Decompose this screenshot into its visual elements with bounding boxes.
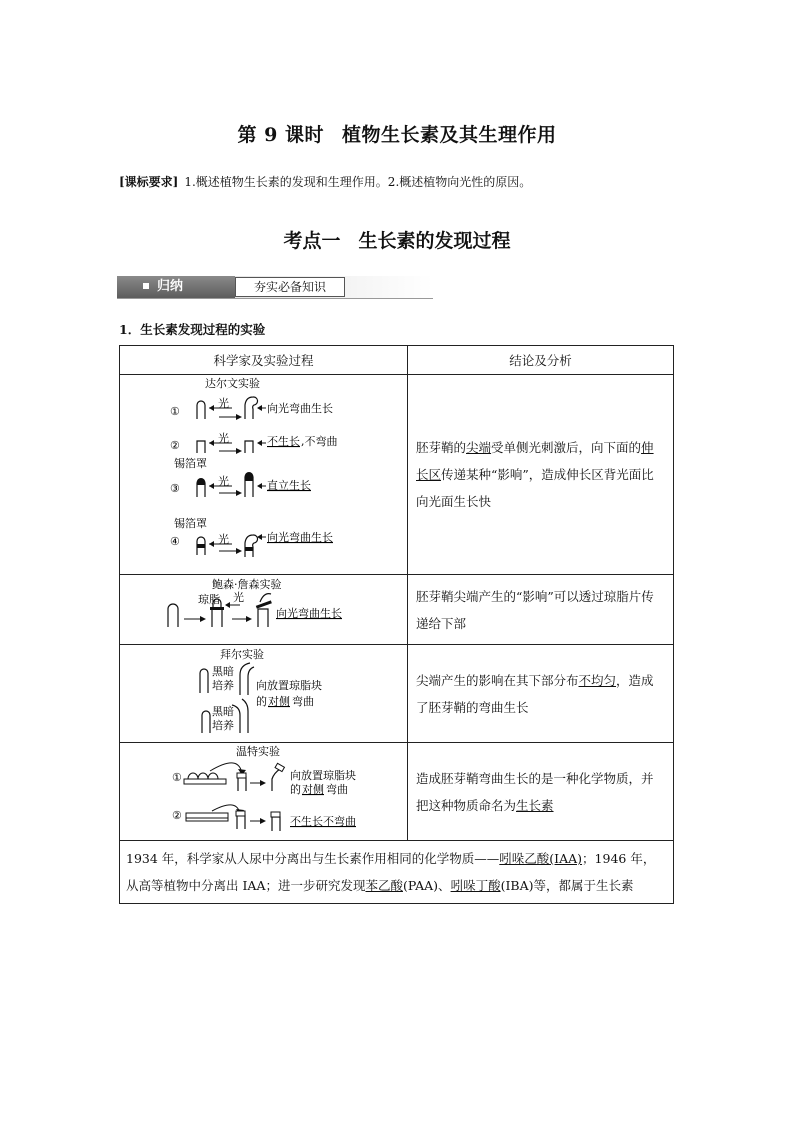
svg-text:锡箔罩: 锡箔罩 xyxy=(174,517,207,530)
svg-text:向光弯曲生长: 向光弯曲生长 xyxy=(267,531,333,544)
svg-text:③: ③ xyxy=(170,482,180,495)
table-row xyxy=(120,575,674,645)
svg-text:培养: 培养 xyxy=(212,679,234,692)
svg-text:向光弯曲生长: 向光弯曲生长 xyxy=(276,607,342,620)
svg-text:直立生长: 直立生长 xyxy=(267,479,311,492)
svg-text:黑暗: 黑暗 xyxy=(212,665,234,678)
darwin-conclusion-cell: 胚芽鞘的尖端受单侧光刺激后，向下面的伸长区传递某种“影响”，造成伸长区背光面比向光面生长快 xyxy=(408,375,674,575)
svg-text:①: ① xyxy=(172,771,182,784)
went-diagram-cell xyxy=(120,743,408,841)
diagram-title: 达尔文实验 xyxy=(205,377,260,390)
table-header-row xyxy=(120,346,674,375)
banner-box: 夯实必备知识 xyxy=(235,277,345,297)
header-cell: 结论及分析 xyxy=(408,346,674,375)
boysen-jensen-conclusion-cell: 胚芽鞘尖端产生的“影响”可以透过琼脂片传递给下部 xyxy=(408,575,674,645)
svg-text:光: 光 xyxy=(233,591,244,604)
svg-text:①: ① xyxy=(170,405,180,418)
table-row xyxy=(120,743,674,841)
requirement-tag: [课标要求] xyxy=(119,175,179,189)
svg-text:光: 光 xyxy=(218,533,229,546)
banner-label: 归纳 xyxy=(117,276,235,298)
footer-cell: 1934 年，科学家从人尿中分离出与生长素作用相同的化学物质——吲哚乙酸(IAA)；1946 年，从高等植物中分离出 IAA；进一步研究发现苯乙酸(PAA)、吲哚丁酸(IBA)等，都属于生长素 xyxy=(120,841,674,904)
table-row xyxy=(120,375,674,575)
svg-text:黑暗: 黑暗 xyxy=(212,705,234,718)
curriculum-requirement xyxy=(119,173,531,190)
page-title: 第 9 课时 植物生长素及其生理作用 xyxy=(237,124,557,146)
summary-banner xyxy=(117,276,433,300)
went-diagram xyxy=(120,743,407,837)
svg-text:的: 的 xyxy=(290,783,301,796)
subheading: 1．生长素发现过程的实验 xyxy=(119,322,266,337)
requirement-text: 1.概述植物生长素的发现和生理作用。2.概述植物向光性的原因。 xyxy=(184,175,532,189)
svg-text:的: 的 xyxy=(256,695,267,708)
header-cell: 科学家及实验过程 xyxy=(120,346,408,375)
svg-text:温特实验: 温特实验 xyxy=(236,745,280,758)
svg-text:对侧: 对侧 xyxy=(302,783,324,796)
went-conclusion-cell: 造成胚芽鞘弯曲生长的是一种化学物质，并把这种物质命名为生长素 xyxy=(408,743,674,841)
svg-text:向光弯曲生长: 向光弯曲生长 xyxy=(267,402,333,415)
svg-text:光: 光 xyxy=(218,432,229,445)
discovery-table xyxy=(119,345,674,904)
section-title: 考点一 生长素的发现过程 xyxy=(283,230,511,252)
boysen-jensen-diagram-cell xyxy=(120,575,408,645)
svg-text:,不弯曲: ,不弯曲 xyxy=(301,435,338,448)
svg-text:不生长不弯曲: 不生长不弯曲 xyxy=(290,815,356,828)
svg-text:弯曲: 弯曲 xyxy=(292,695,314,708)
svg-text:琼脂: 琼脂 xyxy=(198,593,220,606)
svg-text:光: 光 xyxy=(218,475,229,488)
svg-text:②: ② xyxy=(170,439,180,452)
svg-text:向放置琼脂块: 向放置琼脂块 xyxy=(256,679,322,692)
darwin-experiment-diagram xyxy=(120,375,407,571)
svg-text:培养: 培养 xyxy=(212,719,234,732)
table-footer-row xyxy=(120,841,674,904)
paal-conclusion-cell: 尖端产生的影响在其下部分布不均匀，造成了胚芽鞘的弯曲生长 xyxy=(408,645,674,743)
svg-text:④: ④ xyxy=(170,535,180,548)
svg-text:对侧: 对侧 xyxy=(268,695,290,708)
svg-text:拜尔实验: 拜尔实验 xyxy=(220,648,264,661)
paal-diagram-cell xyxy=(120,645,408,743)
svg-text:②: ② xyxy=(172,809,182,822)
svg-text:光: 光 xyxy=(218,397,229,410)
boysen-jensen-diagram xyxy=(120,575,407,641)
table-row xyxy=(120,645,674,743)
paal-diagram xyxy=(120,645,407,739)
svg-text:不生长: 不生长 xyxy=(267,435,300,448)
svg-text:锡箔罩: 锡箔罩 xyxy=(174,457,207,470)
svg-text:弯曲: 弯曲 xyxy=(326,783,348,796)
svg-text:鲍森·詹森实验: 鲍森·詹森实验 xyxy=(212,578,282,591)
square-bullet-icon xyxy=(143,283,149,289)
svg-text:向放置琼脂块: 向放置琼脂块 xyxy=(290,769,356,782)
darwin-diagram-cell xyxy=(120,375,408,575)
